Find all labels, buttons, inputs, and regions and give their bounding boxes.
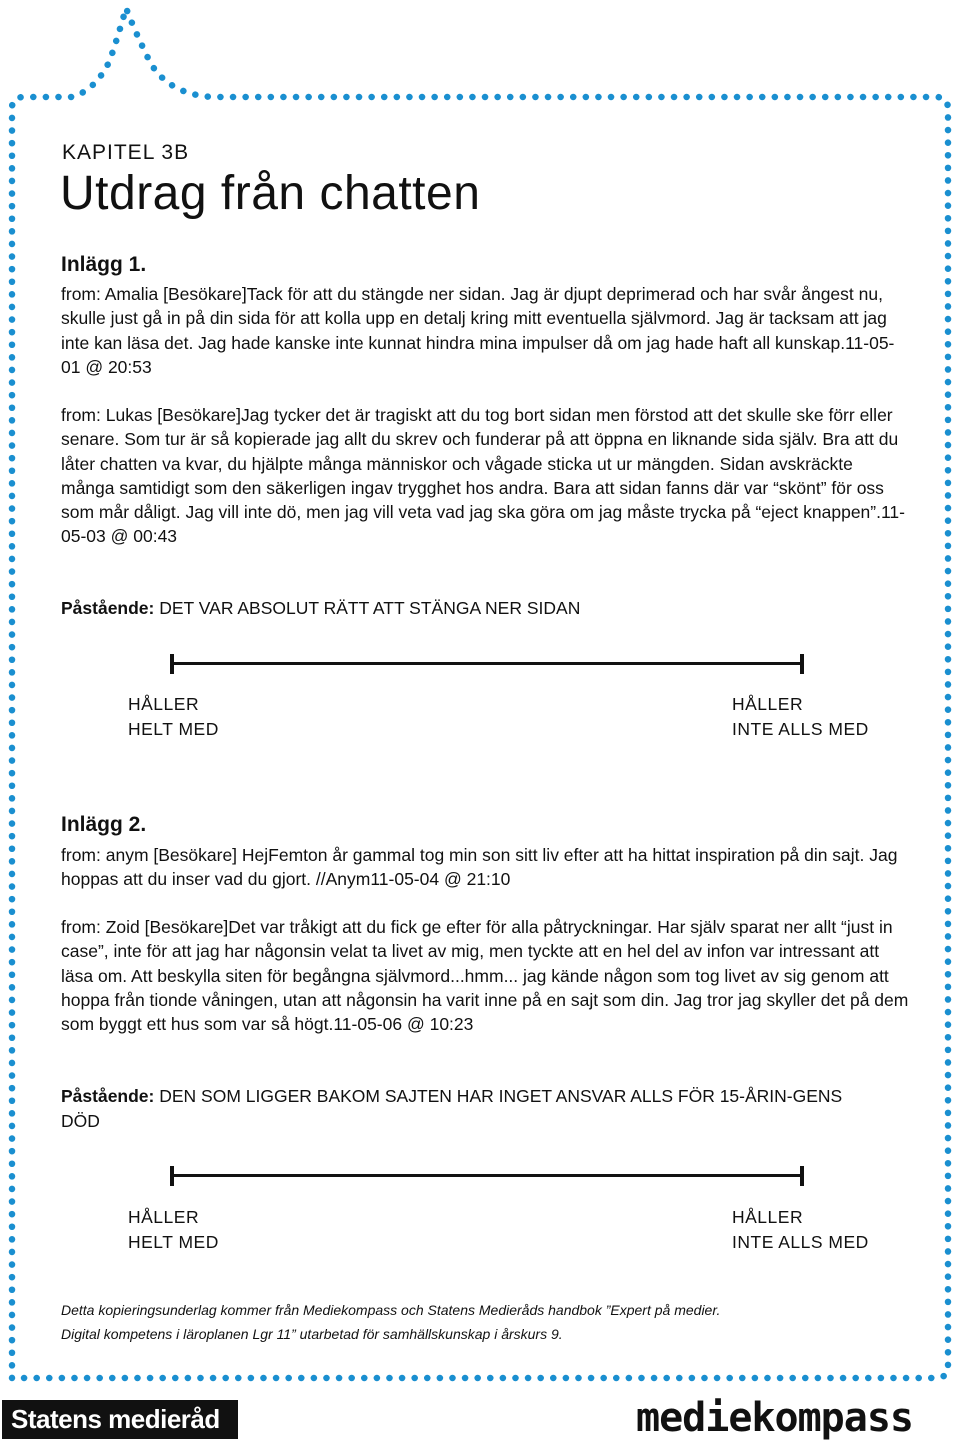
scale-right-label: HÅLLER INTE ALLS MED: [732, 694, 869, 739]
scale-line[interactable]: [172, 1174, 802, 1177]
scale-right-label: HÅLLER INTE ALLS MED: [732, 1207, 869, 1252]
post-2-message-anym: from: anym [Besökare] HejFemton år gammal tog min son sitt liv efter att ha hittat inspiration på din sajt. Jag hoppas att du inser vad du gjort. //Anym11-05-04 @ 21:10: [61, 845, 898, 890]
post-2-heading: Inlägg 2.: [61, 813, 147, 836]
post-1-claim: [61, 596, 881, 621]
source-note: [61, 1298, 881, 1346]
post-1-message-lukas: from: Lukas [Besökare]Jag tycker det är tragiskt att du tog bort sidan men förstod att det skulle ske förr eller senare. Som tur är så kopierade jag allt du skrev och funderar på att öppna en liknande sida själv. Bra att du låter chatten va kvar, du hjälpte många människor och vågade sticka ut ur mängden. Sidan avskräckte många samtidigt som den säkerligen ingav trygghet hos andra. Bara att sidan fanns där var “skönt” för oss som mår dåligt. Jag vill inte dö, men jag vill veta vad jag ska göra om jag måste trycka på “eject knappen”.11-05-03 @ 00:43: [61, 405, 905, 547]
claim-text: DET VAR ABSOLUT RÄTT ATT STÄNGA NER SIDAN: [159, 598, 581, 618]
scale-right-tick: [800, 654, 804, 674]
claim-text: DEN SOM LIGGER BAKOM SAJTEN HAR INGET ANSVAR ALLS FÖR 15-ÅRIN-GENS DÖD: [61, 1086, 843, 1131]
claim-label: Påstående:: [61, 598, 155, 618]
scale-right-tick: [800, 1166, 804, 1186]
mediekompass-logo: mediekompass: [636, 1395, 913, 1441]
scale-left-label: HÅLLER HELT MED: [128, 1207, 219, 1252]
statens-medierad-logo: Statens medieråd: [2, 1400, 238, 1439]
page-title: Utdrag från chatten: [60, 167, 481, 220]
post-1-message-amalia: from: Amalia [Besökare]Tack för att du stängde ner sidan. Jag är djupt deprimerad och har svår ångest nu, skulle just gå in på din sida för att kolla upp en detalj kring mitt eventuella självmord. Jag är tacksam att jag inte kan läsa det. Jag hade kanske inte kunnat hindra mina impulser då om jag hade haft all kunskap.11-05-01 @ 20:53: [61, 284, 895, 377]
claim-label: Påstående:: [61, 1086, 155, 1106]
post-1-heading: Inlägg 1.: [61, 253, 147, 276]
source-note-line-2: Digital kompetens i läroplanen Lgr 11” utarbetad för samhällskunskap i årskurs 9.: [61, 1326, 563, 1342]
post-2-claim: [61, 1084, 876, 1133]
source-note-line-1: Detta kopieringsunderlag kommer från Mediekompass och Statens Medieråds handbok ”Expert på medier.: [61, 1302, 721, 1318]
scale-line[interactable]: [172, 662, 802, 665]
post-2-message-zoid: from: Zoid [Besökare]Det var tråkigt att du fick ge efter för alla påtryckningar. Har själv sparat ner allt “just in case”, inte för att jag har någonsin velat ta livet av mig, men tyckte att en hel del av infon var intressant att läsa om. Att beskylla siten för begångna självmord...hmm... jag kände någon som tog livet av sig genom att hoppa från tionde våningen, utan att någonsin ha varit inne på en sajt som din. Jag tror jag skyller det på dem som byggt ett hus som var så högt.11-05-06 @ 10:23: [61, 917, 909, 1035]
chapter-kicker: KAPITEL 3B: [62, 141, 190, 164]
scale-left-label: HÅLLER HELT MED: [128, 694, 219, 739]
